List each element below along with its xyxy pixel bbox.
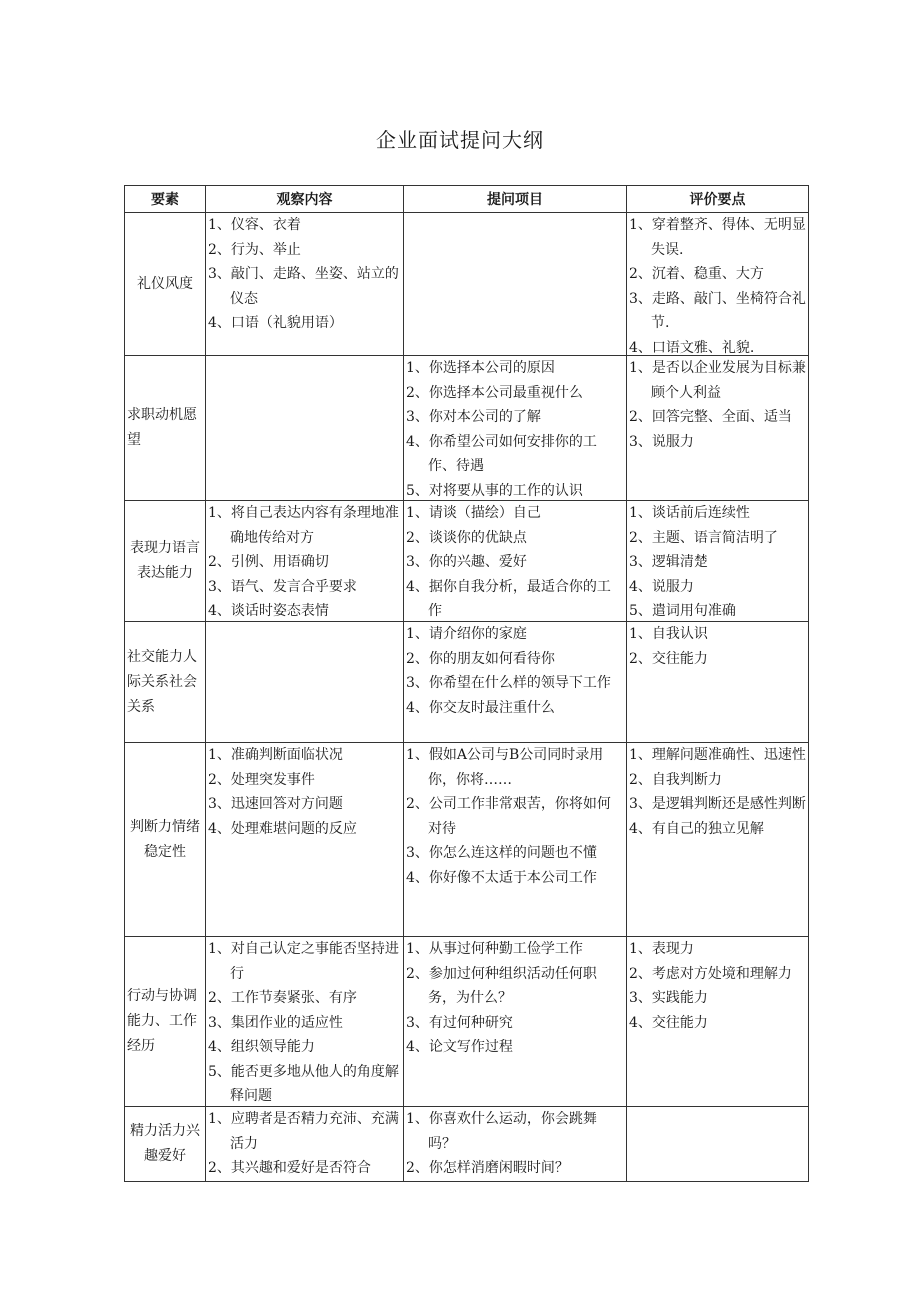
evaluation-list [627, 501, 808, 621]
evaluation-item: 3、是逻辑判断还是感性判断 [629, 796, 806, 812]
observe-item: 1、应聘者是否精力充沛、充满活力 [208, 1111, 399, 1152]
observe-cell [206, 356, 404, 501]
question-item: 4、你希望公司如何安排你的工作、待遇 [406, 433, 597, 474]
questions-cell [404, 213, 627, 356]
question-item: 2、你选择本公司最重视什么 [406, 384, 583, 401]
evaluation-item: 4、说服力 [629, 578, 694, 595]
evaluation-cell [627, 743, 809, 937]
evaluation-item: 2、回答完整、全面、适当 [629, 409, 792, 425]
observe-cell [206, 213, 404, 356]
evaluation-item: 1、理解问题准确性、迅速性 [629, 747, 806, 763]
evaluation-list [627, 356, 808, 454]
evaluation-item: 2、考虑对方处境和理解力 [629, 965, 792, 982]
evaluation-item: 5、遣词用句准确 [629, 603, 736, 619]
element-label: 礼仪风度 [137, 275, 193, 292]
element-cell [125, 356, 206, 501]
questions-cell [404, 501, 627, 622]
evaluation-item: 1、穿着整齐、得体、无明显失误. [629, 217, 806, 258]
element-label: 行动与协调能力、工作经历 [127, 988, 197, 1054]
questions-cell [404, 937, 627, 1107]
questions-cell [404, 356, 627, 501]
element-label: 判断力情绪稳定性 [130, 818, 200, 860]
table-row [125, 501, 809, 622]
observe-item: 4、处理难堪问题的反应 [208, 820, 357, 837]
observe-item: 2、引例、用语确切 [208, 554, 329, 570]
question-item: 2、参加过何种组织活动任何职务，为什么？ [406, 965, 597, 1006]
question-item: 4、据你自我分析，最适合你的工作 [406, 578, 611, 619]
observe-list [206, 1107, 403, 1181]
observe-item: 1、将自己表达内容有条理地准确地传给对方 [208, 505, 399, 546]
observe-list [206, 213, 403, 336]
observe-list [206, 501, 403, 621]
evaluation-item: 4、有自己的独立见解 [629, 820, 764, 837]
evaluation-item: 1、谈话前后连续性 [629, 505, 750, 521]
evaluation-list [627, 743, 808, 841]
element-label: 表现力语言表达能力 [130, 540, 200, 581]
element-cell [125, 743, 206, 937]
evaluation-cell [627, 213, 809, 356]
table-row [125, 356, 809, 501]
element-label: 求职动机愿望 [127, 407, 197, 448]
table-row [125, 1107, 809, 1182]
questions-cell [404, 743, 627, 937]
evaluation-item: 1、是否以企业发展为目标兼顾个人利益 [629, 360, 806, 401]
evaluation-item: 2、主题、语言简洁明了 [629, 529, 778, 546]
evaluation-item: 1、表现力 [629, 941, 694, 957]
header-observe: 观察内容 [206, 186, 404, 213]
element-cell [125, 213, 206, 356]
observe-item: 1、仪容、衣着 [208, 217, 301, 233]
evaluation-cell [627, 1107, 809, 1182]
question-item: 1、你喜欢什么运动，你会跳舞吗？ [406, 1111, 597, 1152]
table-row [125, 622, 809, 743]
evaluation-item: 4、交往能力 [629, 1014, 708, 1031]
questions-list [404, 937, 626, 1060]
observe-item: 5、能否更多地从他人的角度解释问题 [208, 1063, 399, 1104]
interview-outline-table [124, 185, 809, 1182]
evaluation-cell [627, 622, 809, 743]
question-item: 3、你希望在什么样的领导下工作 [406, 675, 611, 691]
observe-item: 3、语气、发言合乎要求 [208, 578, 357, 595]
evaluation-cell [627, 501, 809, 622]
question-item: 1、从事过何种勤工俭学工作 [406, 941, 583, 957]
observe-item: 2、处理突发事件 [208, 771, 315, 788]
header-evaluation: 评价要点 [627, 186, 809, 213]
questions-list [404, 622, 626, 720]
evaluation-cell [627, 937, 809, 1107]
observe-item: 2、行为、举止 [208, 241, 301, 258]
question-item: 1、你选择本公司的原因 [406, 360, 555, 376]
observe-item: 3、集团作业的适应性 [208, 1014, 343, 1031]
table-row [125, 213, 809, 356]
observe-item: 3、敲门、走路、坐姿、站立的仪态 [208, 266, 399, 307]
question-item: 5、对将要从事的工作的认识 [406, 482, 583, 499]
evaluation-item: 3、逻辑清楚 [629, 554, 708, 570]
observe-cell [206, 1107, 404, 1182]
header-row [125, 186, 809, 213]
evaluation-list [627, 937, 808, 1035]
questions-cell [404, 622, 627, 743]
header-element: 要素 [125, 186, 206, 213]
evaluation-item: 3、实践能力 [629, 990, 708, 1006]
evaluation-list [627, 622, 808, 671]
evaluation-item: 2、沉着、稳重、大方 [629, 266, 764, 282]
observe-cell [206, 743, 404, 937]
element-cell [125, 501, 206, 622]
observe-item: 1、对自己认定之事能否坚持进行 [208, 941, 399, 982]
question-item: 1、请介绍你的家庭 [406, 626, 527, 642]
observe-item: 2、其兴趣和爱好是否符合 [208, 1160, 371, 1176]
observe-item: 4、谈话时姿态表情 [208, 603, 329, 619]
evaluation-list [627, 213, 808, 355]
evaluation-item: 3、说服力 [629, 433, 694, 450]
question-item: 4、你交友时最注重什么 [406, 699, 555, 716]
question-item: 4、你好像不太适于本公司工作 [406, 869, 597, 886]
evaluation-cell [627, 356, 809, 501]
element-cell [125, 622, 206, 743]
questions-cell [404, 1107, 627, 1182]
question-item: 3、你的兴趣、爱好 [406, 554, 527, 570]
question-item: 3、有过何种研究 [406, 1014, 513, 1031]
questions-list [404, 743, 626, 890]
observe-item: 3、迅速回答对方问题 [208, 796, 343, 812]
observe-list [206, 937, 403, 1106]
question-item: 2、你的朋友如何看待你 [406, 650, 555, 667]
question-item: 2、公司工作非常艰苦，你将如何对待 [406, 796, 611, 837]
evaluation-item: 2、交往能力 [629, 650, 708, 667]
table-row [125, 743, 809, 937]
question-item: 1、假如A公司与B公司同时录用你，你将…… [406, 747, 604, 788]
observe-cell [206, 937, 404, 1107]
question-item: 2、你怎样消磨闲暇时间？ [406, 1160, 569, 1176]
document-title: 企业面试提问大纲 [376, 128, 544, 152]
question-item: 2、谈谈你的优缺点 [406, 529, 527, 546]
observe-item: 2、工作节奏紧张、有序 [208, 990, 357, 1006]
table-row [125, 937, 809, 1107]
observe-item: 1、准确判断面临状况 [208, 747, 343, 763]
element-label: 社交能力人际关系社会关系 [127, 648, 197, 715]
observe-item: 4、组织领导能力 [208, 1039, 315, 1055]
evaluation-item: 1、自我认识 [629, 626, 708, 642]
questions-list [404, 501, 626, 621]
question-item: 4、论文写作过程 [406, 1039, 513, 1055]
element-cell [125, 1107, 206, 1182]
observe-cell [206, 501, 404, 622]
observe-item: 4、口语（礼貌用语） [208, 315, 343, 331]
evaluation-item: 2、自我判断力 [629, 771, 722, 788]
question-item: 3、你对本公司的了解 [406, 409, 541, 425]
observe-list [206, 743, 403, 841]
element-cell [125, 937, 206, 1107]
evaluation-item: 3、走路、敲门、坐椅符合礼节. [629, 290, 806, 331]
question-item: 3、你怎么连这样的问题也不懂 [406, 845, 597, 861]
questions-list [404, 1107, 626, 1181]
question-item: 1、请谈（描绘）自己 [406, 505, 541, 521]
questions-list [404, 356, 626, 500]
evaluation-item: 4、口语文雅、礼貌. [629, 339, 755, 355]
observe-cell [206, 622, 404, 743]
element-label: 精力活力兴趣爱好 [130, 1123, 200, 1164]
header-questions: 提问项目 [404, 186, 627, 213]
